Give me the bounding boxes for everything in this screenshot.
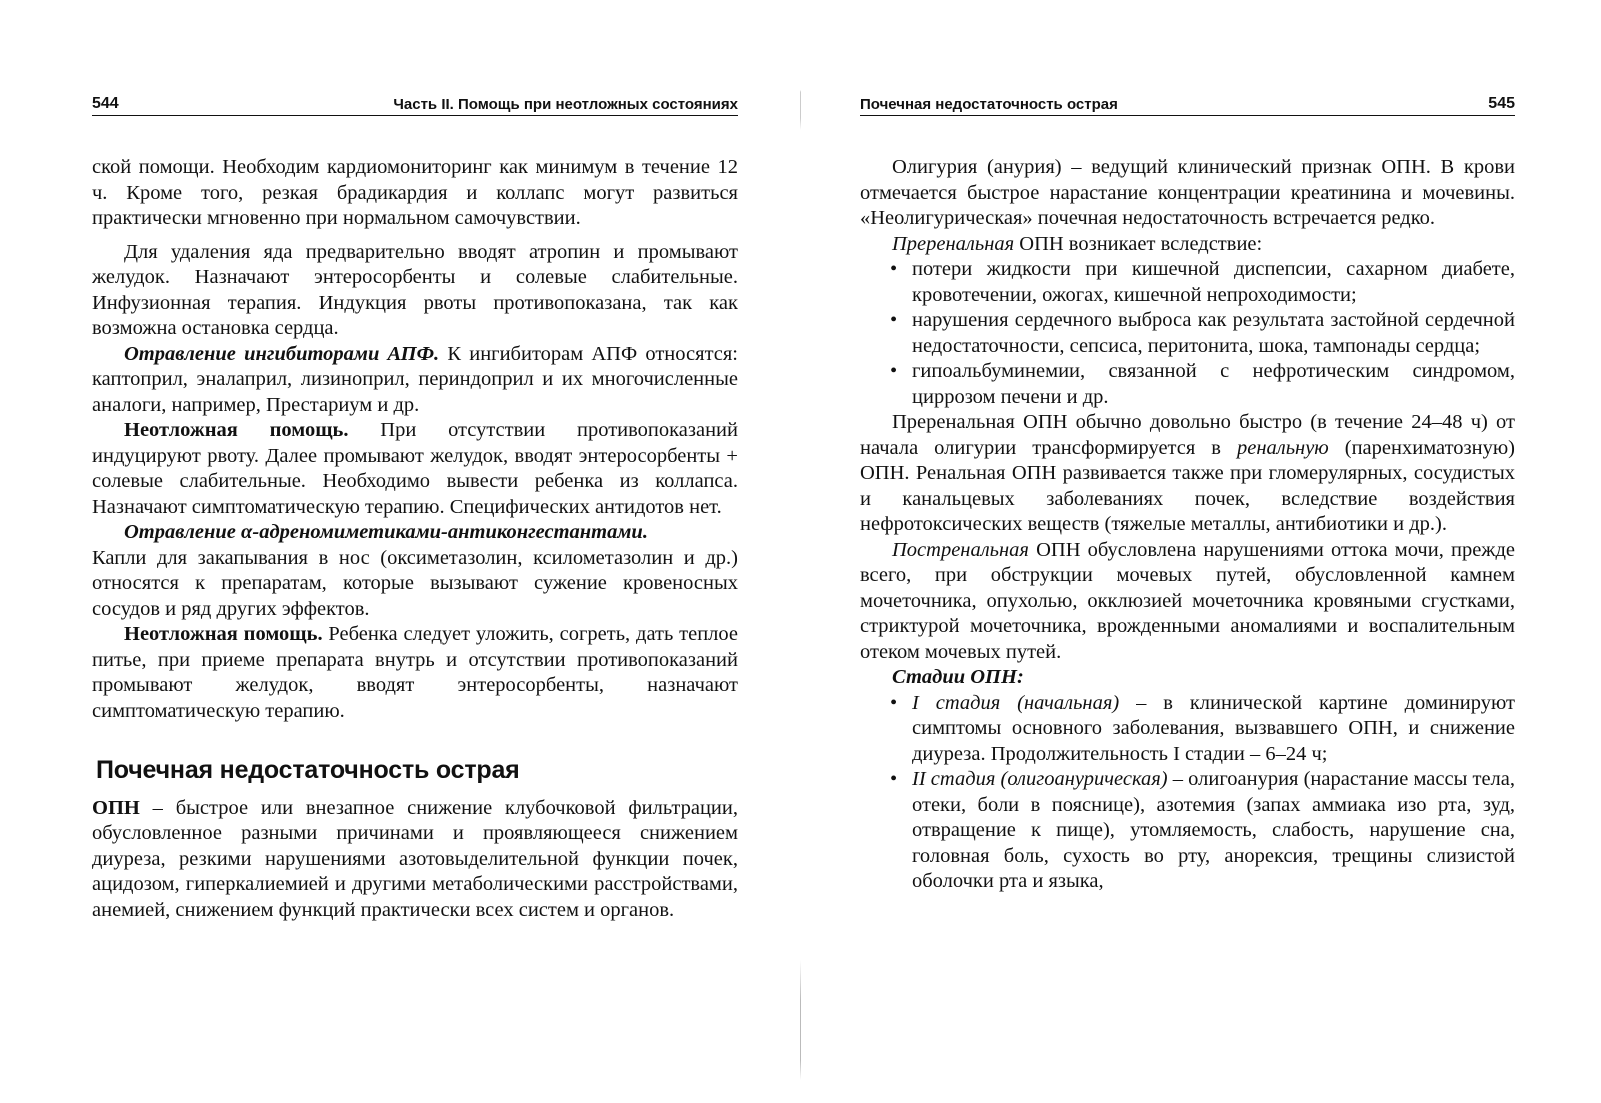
list-item: • гипоальбуминемии, связанной с нефротическим синдромом, циррозом печени и др.	[890, 359, 1515, 410]
right-running-title: Почечная недостаточность острая	[860, 96, 1118, 113]
left-running-title: Часть II. Помощь при неотложных состояниях	[393, 96, 738, 113]
list-item: • нарушения сердечного выброса как результата застойной сердечной недостаточности, сепсиса, перитонита, шока, тампонады сердца;	[890, 308, 1515, 359]
prerenal-text: ОПН возникает вследствие:	[1014, 232, 1263, 255]
left-body-text	[92, 155, 738, 923]
postrenal-text: ОПН обусловлена нарушениями оттока мочи, прежде всего, при обструкции мочевых путей, обусловленной камнем мочеточника, опухолью, окклюзией мочеточника кровяными сгустками, стриктурой мочеточника, врожденными аномалиями и воспалительным отеком мочевых путей.	[860, 538, 1515, 663]
postrenal-term: Постренальная	[892, 538, 1029, 561]
opn-term: ОПН	[92, 796, 140, 819]
list-item: • потери жидкости при кишечной диспепсии, сахарном диабете, кровотечении, ожогах, кишечной непроходимости;	[890, 257, 1515, 308]
stages-heading-text: Стадии ОПН:	[892, 666, 1024, 688]
right-running-head	[860, 92, 1515, 116]
adrenomimetic-heading: Отравление α-адреномиметиками-антиконгестантами.	[124, 521, 648, 543]
stages-heading	[860, 665, 1515, 691]
list-item	[890, 767, 1515, 895]
right-paragraph-2	[860, 232, 1515, 258]
stages-list	[860, 691, 1515, 895]
ace-inhibitor-heading: Отравление ингибиторами АПФ.	[124, 342, 440, 365]
right-paragraph-4	[860, 538, 1515, 666]
renal-term: ренальную	[1236, 436, 1329, 459]
left-paragraph-2: Для удаления яда предварительно вводят атропин и промывают желудок. Назначают энтеросорбенты и солевые слабительные. Инфузионная терапия. Индукция рвоты противопоказана, так как возможна остановка сердца.	[92, 240, 738, 339]
emergency-care-text-1: При отсутствии противопоказаний индуцируют рвоту. Далее промывают желудок, вводят энтеросорбенты + солевые слабительные. Необходимо вывести ребенка из коллапса. Назначают симптоматическую терапию. Специфических антидотов нет.	[92, 419, 738, 518]
renal-text-b: (паренхиматозную) ОПН. Ренальная ОПН развивается также при гломерулярных, сосудистых и канальцевых заболеваниях почек, вследствие воздействия нефротоксических веществ (тяжелые металлы, антибиотики и др.).	[860, 436, 1515, 535]
right-page	[800, 0, 1601, 1103]
left-page	[0, 0, 800, 1103]
stage-2-text: – олигоанурия (нарастание массы тела, отеки, боли в пояснице), азотемия (запах аммиака изо рта, зуд, отвращение к пище), утомляемость, слабость, нарушение сна, головная боль, сухость во рту, анорексия, трещины слизистой оболочки рта и языка,	[912, 768, 1515, 892]
ace-inhibitor-text: К ингибиторам АПФ относятся: каптоприл, эналаприл, лизиноприл, периндоприл и их многочисленные аналоги, например, Престариум и др.	[92, 342, 738, 416]
left-paragraph-5	[92, 520, 738, 622]
emergency-care-heading-2: Неотложная помощь.	[124, 623, 323, 645]
prerenal-term: Преренальная	[892, 232, 1015, 255]
stage-1-term: I стадия (начальная)	[912, 691, 1120, 714]
stage-1-text: – в клинической картине доминируют симптомы основного заболевания, вызвавшего ОПН, и снижение диуреза. Продолжительность I стадии – 6–24 ч;	[912, 691, 1515, 765]
section-title: Почечная недостаточность острая	[96, 756, 520, 784]
renal-text-a: Преренальная ОПН обычно довольно быстро (в течение 24–48 ч) от начала олигурии трансформируется в	[860, 411, 1515, 459]
left-page-number: 544	[92, 95, 119, 112]
stage-2-term: II стадия (олигоанурическая)	[912, 768, 1168, 790]
left-paragraph-3	[92, 342, 738, 419]
emergency-care-heading-1: Неотложная помощь.	[124, 419, 349, 441]
prerenal-causes-list	[860, 257, 1515, 410]
list-item	[890, 691, 1515, 768]
right-body-text	[860, 155, 1515, 895]
left-paragraph-4	[92, 418, 738, 520]
left-paragraph-7	[92, 796, 738, 924]
left-running-head	[92, 92, 738, 116]
adrenomimetic-text: Капли для закапывания в нос (оксиметазолин, ксилометазолин и др.) относятся к препаратам, которые вызывают сужение кровеносных сосудов и ряд других эффектов.	[92, 546, 738, 620]
left-paragraph-1: ской помощи. Необходим кардиомониторинг как минимум в течение 12 ч. Кроме того, резкая брадикардия и коллапс могут развиться практически мгновенно при нормальном самочувствии.	[92, 156, 738, 229]
left-paragraph-6	[92, 622, 738, 724]
right-page-number: 545	[1488, 95, 1515, 112]
opn-definition: – быстрое или внезапное снижение клубочковой фильтрации, обусловленное разными причинами и проявляющееся снижением диуреза, резкими нарушениями азотовыделительной функции почек, ацидозом, гиперкалиемией и другими метаболическими расстройствами, анемией, снижением функций практически всех систем и органов.	[92, 796, 738, 921]
right-paragraph-3	[860, 410, 1515, 538]
emergency-care-text-2: Ребенка следует уложить, согреть, дать теплое питье, при приеме препарата внутрь и отсутствии противопоказаний промывают желудок, вводят энтеросорбенты, назначают симптоматическую терапию.	[92, 623, 739, 722]
right-paragraph-1: Олигурия (анурия) – ведущий клинический признак ОПН. В крови отмечается быстрое нарастание концентрации креатинина и мочевины. «Неолигурическая» почечная недостаточность встречается редко.	[860, 156, 1515, 229]
